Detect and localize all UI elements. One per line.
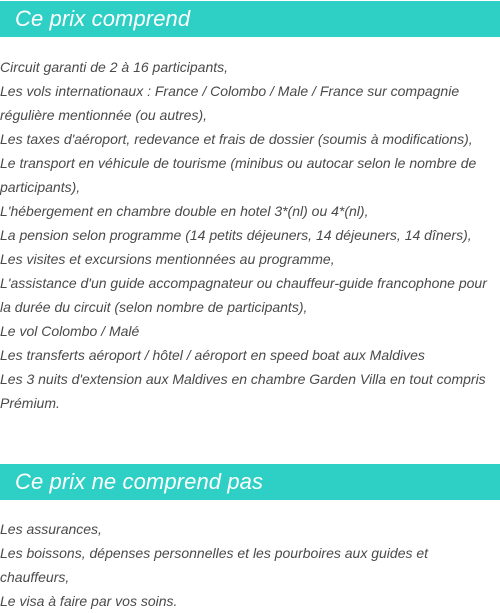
- list-item: Le vol Colombo / Malé: [0, 323, 140, 339]
- list-item: Les assurances,: [0, 521, 102, 537]
- excludes-section-title: Ce prix ne comprend pas: [15, 469, 264, 494]
- list-item: Les 3 nuits d'extension aux Maldives en chambre Garden Villa en tout compris Prémium.: [0, 371, 486, 411]
- includes-section-header: [0, 1, 500, 37]
- list-item: Les boissons, dépenses personnelles et les pourboires aux guides et chauffeurs,: [0, 545, 429, 585]
- list-item: Le transport en véhicule de tourisme (minibus ou autocar selon le nombre de participants),: [0, 155, 477, 195]
- list-item: Les transferts aéroport / hôtel / aéroport en speed boat aux Maldives: [0, 347, 425, 363]
- list-item: Le visa à faire par vos soins.: [0, 593, 178, 609]
- list-item: L'assistance d'un guide accompagnateur ou chauffeur-guide francophone pour la durée du circuit (selon nombre de participants),: [0, 275, 487, 315]
- list-item: Les vols internationaux : France / Colombo / Male / France sur compagnie régulière mentionnée (ou autres),: [0, 83, 460, 123]
- includes-section-title: Ce prix comprend: [15, 6, 191, 31]
- list-item: La pension selon programme (14 petits déjeuners, 14 déjeuners, 14 dîners),: [0, 227, 472, 243]
- list-item: Les visites et excursions mentionnées au programme,: [0, 251, 335, 267]
- excludes-section-header: [0, 464, 500, 500]
- includes-list: [0, 55, 500, 415]
- excludes-list: [0, 517, 500, 613]
- list-item: L'hébergement en chambre double en hotel 3*(nl) ou 4*(nl),: [0, 203, 369, 219]
- list-item: Circuit garanti de 2 à 16 participants,: [0, 59, 229, 75]
- list-item: Les taxes d'aéroport, redevance et frais de dossier (soumis à modifications),: [0, 131, 473, 147]
